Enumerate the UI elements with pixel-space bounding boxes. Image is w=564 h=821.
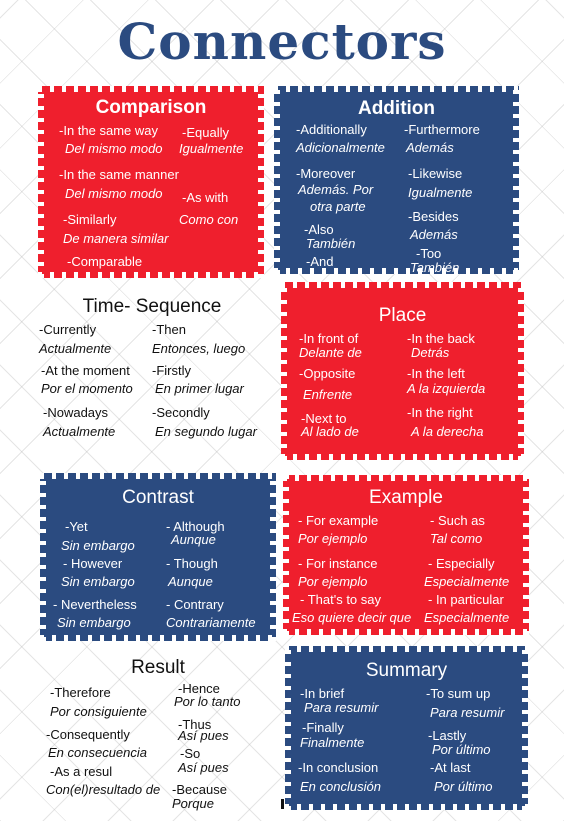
time-es-1: Actualmente <box>39 341 112 356</box>
place-panel <box>281 282 524 460</box>
result-es-5: Con(el)resultado de <box>46 782 161 797</box>
addition-en-4: -Likewise <box>408 166 463 181</box>
time-en-4: -Firstly <box>152 363 191 378</box>
place-heading: Place <box>378 305 427 326</box>
addition-en-6: -Besides <box>408 209 459 224</box>
contrast-heading: Contrast <box>122 487 194 508</box>
result-es-1: Por consiguiente <box>50 704 147 719</box>
result-es-2: Por lo tanto <box>174 694 241 709</box>
summary-panel <box>285 646 528 810</box>
result-en-2: -Hence <box>178 681 220 696</box>
example-es-2: Tal como <box>430 531 483 546</box>
addition-heading: Addition <box>357 98 436 119</box>
contrast-en-4: - Though <box>166 556 218 571</box>
place-es-4: A la izquierda <box>407 381 486 396</box>
time-en-5: -Nowadays <box>43 405 109 420</box>
summary-es-2: Para resumir <box>430 705 505 720</box>
contrast-en-5: - Nevertheless <box>53 597 137 612</box>
text-cursor <box>281 799 284 809</box>
contrast-es-6: Contrariamente <box>166 615 256 630</box>
time-sequence-panel <box>34 290 270 440</box>
comparison-es-2: Igualmente <box>179 141 244 156</box>
contrast-es-3: Sin embargo <box>61 574 135 589</box>
summary-en-6: -At last <box>430 760 471 775</box>
addition-es-5: También <box>306 236 356 251</box>
place-en-6: -In the right <box>407 405 473 420</box>
place-en-3: -Opposite <box>299 366 356 381</box>
summary-es-1: Para resumir <box>304 700 379 715</box>
addition-panel <box>274 86 519 274</box>
time-en-2: -Then <box>152 322 186 337</box>
addition-es-3b: otra parte <box>310 199 366 214</box>
summary-en-1: -In brief <box>300 686 345 701</box>
comparison-en-6: -Comparable <box>67 254 143 269</box>
summary-en-2: -To sum up <box>426 686 491 701</box>
time-es-6: En segundo lugar <box>155 424 257 439</box>
addition-en-2: -Furthermore <box>404 122 480 137</box>
contrast-en-3: - However <box>63 556 123 571</box>
place-en-1: -In front of <box>299 331 359 346</box>
result-en-5: -As a resul <box>50 764 113 779</box>
result-en-1: -Therefore <box>50 685 111 700</box>
result-es-4: Así pues <box>178 728 229 743</box>
addition-es-1: Adicionalmente <box>296 140 385 155</box>
addition-es-3: Además. Por <box>298 182 374 197</box>
result-en-4: -Thus <box>178 717 212 732</box>
summary-en-5: -In conclusion <box>298 760 379 775</box>
contrast-panel <box>40 473 276 641</box>
example-es-1: Por ejemplo <box>298 531 368 546</box>
summary-es-4: Por último <box>432 742 491 757</box>
example-es-3: Por ejemplo <box>298 574 368 589</box>
place-es-6: A la derecha <box>411 424 484 439</box>
contrast-en-2: - Although <box>166 519 225 534</box>
place-en-2: -In the back <box>407 331 475 346</box>
example-es-5: Eso quiere decir que <box>292 610 412 625</box>
addition-es-8: También <box>410 260 460 275</box>
result-panel <box>40 655 276 815</box>
time-en-6: -Secondly <box>152 405 210 420</box>
example-es-6: Especialmente <box>424 610 510 625</box>
example-en-4: - Especially <box>428 556 495 571</box>
summary-heading: Summary <box>365 660 448 681</box>
example-heading: Example <box>369 487 443 508</box>
time-en-3: -At the moment <box>41 363 130 378</box>
time-es-2: Entonces, luego <box>152 341 246 356</box>
comparison-en-4: -As with <box>182 190 229 205</box>
page-title: Connectors <box>117 12 447 71</box>
addition-en-5: -Also <box>304 222 334 237</box>
contrast-es-1: Sin embargo <box>61 538 135 553</box>
example-en-3: - For instance <box>298 556 378 571</box>
contrast-es-2: Aunque <box>171 532 216 547</box>
addition-en-7: -And <box>306 254 334 269</box>
example-es-4: Especialmente <box>424 574 510 589</box>
example-en-2: - Such as <box>430 513 485 528</box>
result-es-6: Así pues <box>178 760 229 775</box>
place-es-5: Al lado de <box>301 424 359 439</box>
addition-en-8: -Too <box>416 246 442 261</box>
place-en-4: -In the left <box>407 366 465 381</box>
comparison-es-5: De manera similar <box>63 231 169 246</box>
summary-en-3: -Finally <box>302 720 344 735</box>
time-es-3: Por el momento <box>41 381 133 396</box>
summary-en-4: -Lastly <box>428 728 467 743</box>
addition-es-4: Igualmente <box>408 185 473 200</box>
comparison-en-1: -In the same way <box>59 123 158 138</box>
time-es-5: Actualmente <box>43 424 116 439</box>
summary-es-6: Por último <box>434 779 493 794</box>
comparison-en-2: -Equally <box>182 125 229 140</box>
time-sequence-heading: Time- Sequence <box>82 296 222 317</box>
time-es-4: En primer lugar <box>155 381 244 396</box>
addition-en-3: -Moreover <box>296 166 356 181</box>
contrast-en-6: - Contrary <box>166 597 224 612</box>
example-en-5: - That's to say <box>300 592 381 607</box>
result-es-7: Porque <box>172 796 214 811</box>
addition-en-1: -Additionally <box>296 122 367 137</box>
place-es-1: Delante de <box>299 345 362 360</box>
result-es-3: En consecuencia <box>48 745 148 760</box>
comparison-panel <box>38 86 264 278</box>
comparison-es-4: Como con <box>179 212 239 227</box>
result-en-6: -So <box>180 746 201 761</box>
result-en-3: -Consequently <box>46 727 130 742</box>
comparison-en-5: -Similarly <box>63 212 117 227</box>
comparison-es-3: Del mismo modo <box>65 186 163 201</box>
time-en-1: -Currently <box>39 322 97 337</box>
summary-es-3: Finalmente <box>300 735 365 750</box>
place-es-2: Detrás <box>411 345 450 360</box>
comparison-en-3: -In the same manner <box>59 167 179 182</box>
place-en-5: -Next to <box>301 411 347 426</box>
comparison-heading: Comparison <box>95 97 207 118</box>
contrast-en-1: -Yet <box>65 519 88 534</box>
summary-es-5: En conclusión <box>300 779 381 794</box>
example-en-6: - In particular <box>428 592 504 607</box>
result-heading: Result <box>131 657 185 678</box>
contrast-es-5: Sin embargo <box>57 615 131 630</box>
example-panel <box>283 475 529 635</box>
addition-es-6: Además <box>410 227 458 242</box>
result-en-7: -Because <box>172 782 227 797</box>
place-es-3: Enfrente <box>303 387 353 402</box>
addition-es-2: Además <box>406 140 454 155</box>
comparison-es-1: Del mismo modo <box>65 141 163 156</box>
example-en-1: - For example <box>298 513 379 528</box>
contrast-es-4: Aunque <box>168 574 213 589</box>
